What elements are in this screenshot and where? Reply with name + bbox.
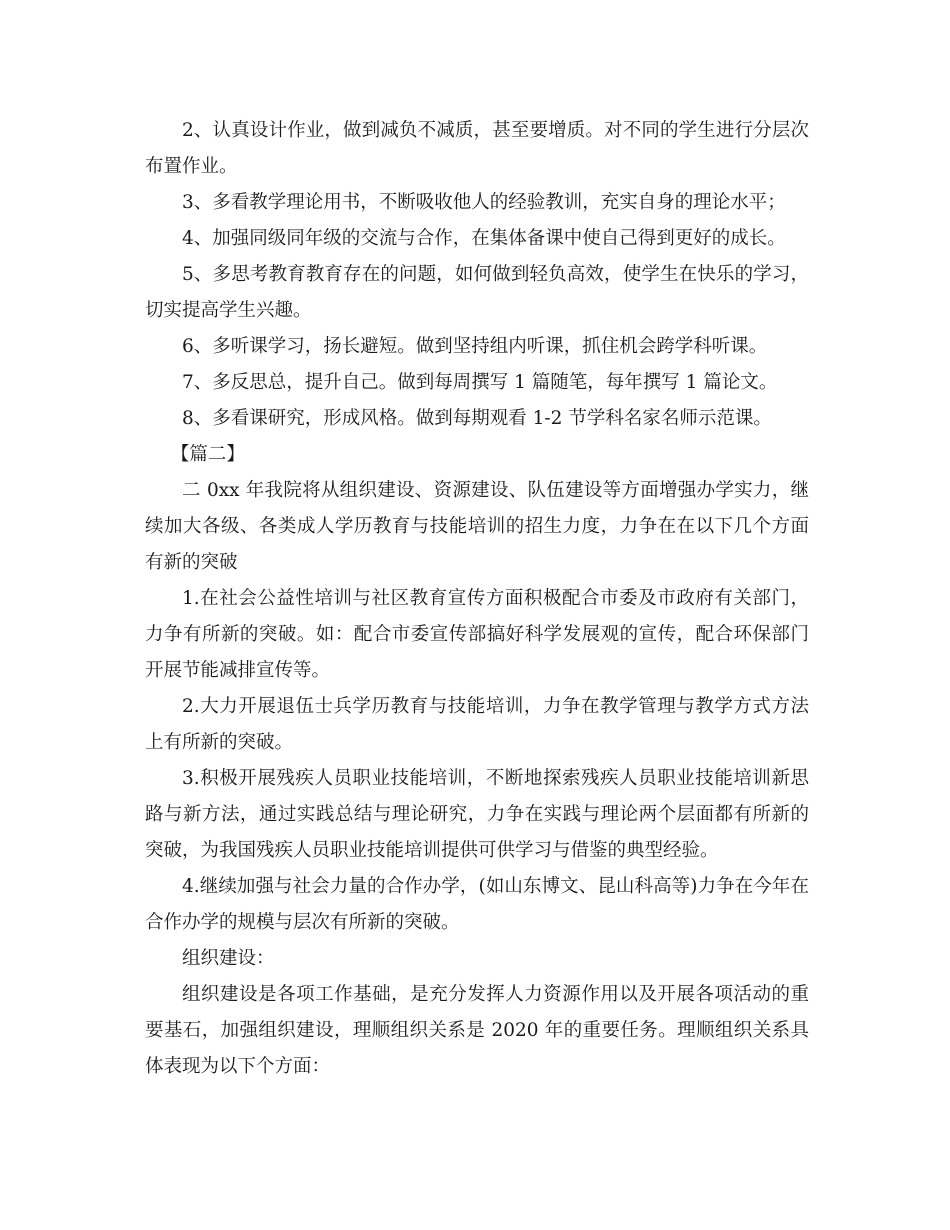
paragraph-item-2: 2、认真设计作业，做到减负不减质，甚至要增质。对不同的学生进行分层次布置作业。: [145, 120, 809, 177]
point-4-paragraph: 4.继续加强与社会力量的合作办学，(如山东博文、昆山科高等)力争在今年在合作办学的规模与层次有所新的突破。: [145, 876, 809, 933]
intro-paragraph: 二 0xx 年我院将从组织建设、资源建设、队伍建设等方面增强办学实力，继续加大各级、各类成人学历教育与技能培训的招生力度，力争在在以下几个方面有新的突破: [145, 480, 809, 573]
document-body: [145, 113, 809, 1085]
organization-paragraph: 组织建设是各项工作基础，是充分发挥人力资源作用以及开展各项活动的重要基石，加强组织建设，理顺组织关系是 2020 年的重要任务。理顺组织关系具体表现为以下个方面：: [145, 984, 809, 1077]
paragraph-item-6: 6、多听课学习，扬长避短。做到坚持组内听课，抓住机会跨学科听课。: [182, 336, 768, 357]
paragraph-item-8: 8、多看课研究，形成风格。做到每期观看 1-2 节学科名家名师示范课。: [182, 408, 772, 429]
paragraph-item-4: 4、加强同级同年级的交流与合作，在集体备课中使自己得到更好的成长。: [182, 228, 786, 249]
point-2-paragraph: 2.大力开展退伍士兵学历教育与技能培训，力争在教学管理与教学方式方法上有所新的突破。: [145, 696, 809, 753]
paragraph-item-7: 7、多反思总，提升自己。做到每周撰写 1 篇随笔，每年撰写 1 篇论文。: [182, 372, 778, 393]
point-3-paragraph: 3.积极开展残疾人员职业技能培训，不断地探索残疾人员职业技能培训新思路与新方法，通过实践总结与理论研究，力争在实践与理论两个层面都有所新的突破，为我国残疾人员职业技能培训提供可供学习与借鉴的典型经验。: [145, 768, 809, 861]
paragraph-item-5: 5、多思考教育教育存在的问题，如何做到轻负高效，使学生在快乐的学习，切实提高学生兴趣。: [145, 264, 809, 321]
subheading-organization: 组织建设：: [182, 948, 275, 969]
point-1-paragraph: 1.在社会公益性培训与社区教育宣传方面积极配合市委及市政府有关部门，力争有所新的突破。如：配合市委宣传部搞好科学发展观的宣传，配合环保部门开展节能减排宣传等。: [145, 588, 809, 681]
section-heading: 【篇二】: [170, 444, 245, 465]
paragraph-item-3: 3、多看教学理论用书，不断吸收他人的经验教训，充实自身的理论水平；: [182, 192, 786, 213]
